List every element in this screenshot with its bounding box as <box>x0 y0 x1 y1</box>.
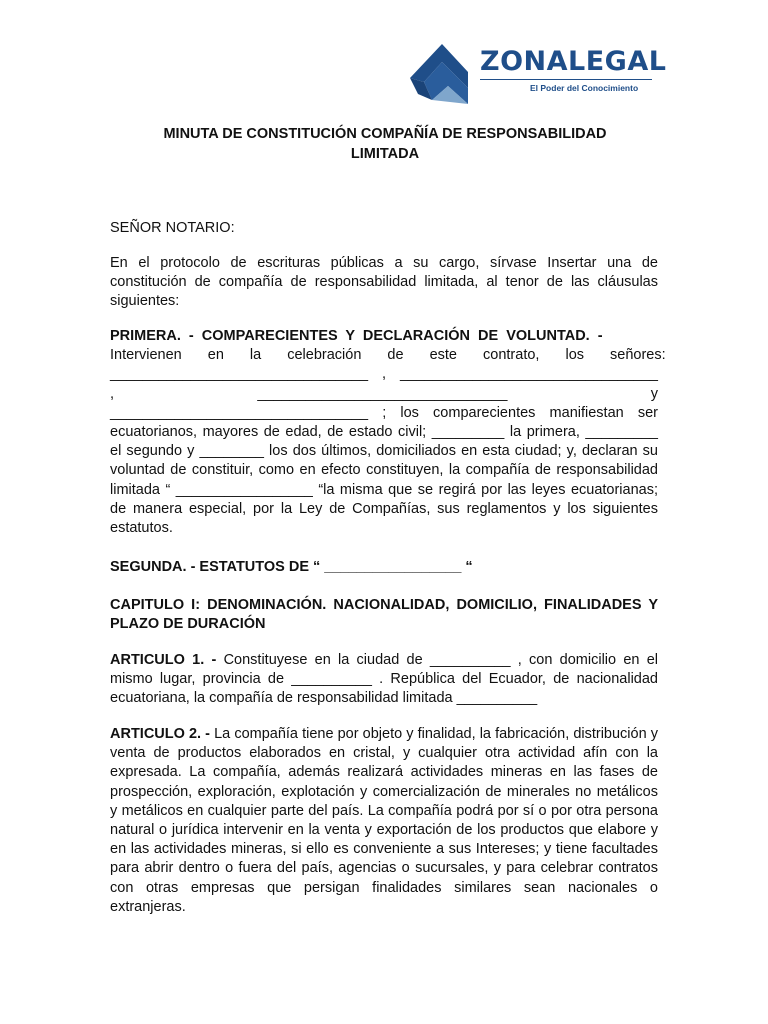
comma-2: , <box>110 385 115 402</box>
blank-3: _______________________________ <box>257 385 508 402</box>
primera-blank-line-1 <box>110 365 658 384</box>
clause-primera <box>110 327 666 538</box>
articulo-1-text: Constituyese en la ciudad de __________ , con domicilio en el mismo lugar, provincia de __________ . República del Ecuador, de nacionalidad ecuatoriana, la compañía de responsabilidad limitada __________ <box>110 652 658 707</box>
primera-body: ________________________________ ; los comparecientes manifiestan ser ecuatorianos, mayores de edad, de estado civil; _________ la primera, _________ el segundo y ________ los dos últimos, domiciliados en esta ciudad; y, declaran su voluntad de constituir, como en efecto constituyen, la compañía de responsabilidad limitada “ _________________ “la misma que se regirá por las leyes ecuatorianas; de manera especial, por la Ley de Compañías, sus reglamentos y los siguientes estatutos. <box>110 404 658 537</box>
salutation: SEÑOR NOTARIO: <box>110 220 235 236</box>
clause-segunda: SEGUNDA. - ESTATUTOS DE “ _________________ “ <box>110 559 473 575</box>
articulo-2 <box>110 725 658 917</box>
document-title <box>110 124 660 164</box>
title-line-2: LIMITADA <box>350 146 420 162</box>
primera-heading <box>110 327 658 346</box>
zonalegal-logo <box>408 42 667 106</box>
blank-1: ________________________________ <box>110 366 369 383</box>
conj-y: y <box>650 385 658 402</box>
primera-blank-line-2 <box>110 385 658 404</box>
articulo-1 <box>110 651 658 709</box>
primera-line-1 <box>110 346 666 365</box>
brand-tagline: El Poder del Conocimiento <box>530 83 639 93</box>
intro-paragraph: En el protocolo de escrituras públicas a su cargo, sírvase Insertar una de constitución de compañía de responsabilidad limitada, al tenor de las cláusulas siguientes: <box>110 255 658 310</box>
articulo-2-heading: ARTICULO 2. - <box>110 726 211 742</box>
comma-1: , <box>381 366 387 383</box>
brand-name: ZONALEGAL <box>480 46 667 77</box>
blank-2: ________________________________ <box>399 366 658 383</box>
articulo-2-text: La compañía tiene por objeto y finalidad, la fabricación, distribución y venta de productos elaborados en cristal, y cualquier otra actividad afín con la expresada. La compañía, además realizará actividades mineras en las fases de prospección, exploración, explotación y comercialización de minerales no metálicos y metálicos en cualquier parte del país. La compañía podrá por sí o por otra persona natural o jurídica intervenir en la venta y exportación de los productos que elabore y en las actividades mineras, si ello es conveniente a sus Intereses; y tiene facultades para abrir dentro o fuera del país, agencias o sucursales, y para celebrar contratos con otras empresas que persigan finalidades similares sean nacionales o extranjeras. <box>110 726 658 915</box>
primera-heading-text: PRIMERA. - COMPARECIENTES Y DECLARACIÓN DE VOLUNTAD. - <box>110 328 603 344</box>
brand-divider <box>480 79 652 80</box>
title-line-1: MINUTA DE CONSTITUCIÓN COMPAÑÍA DE RESPONSABILIDAD <box>163 126 607 142</box>
primera-line-1-text: Intervienen en la celebración de este contrato, los señores: <box>110 347 666 364</box>
articulo-1-heading: ARTICULO 1. - <box>110 652 217 668</box>
house-mark-icon <box>408 42 474 106</box>
chapter-heading: CAPITULO I: DENOMINACIÓN. NACIONALIDAD, DOMICILIO, FINALIDADES Y PLAZO DE DURACIÓN <box>110 597 658 633</box>
